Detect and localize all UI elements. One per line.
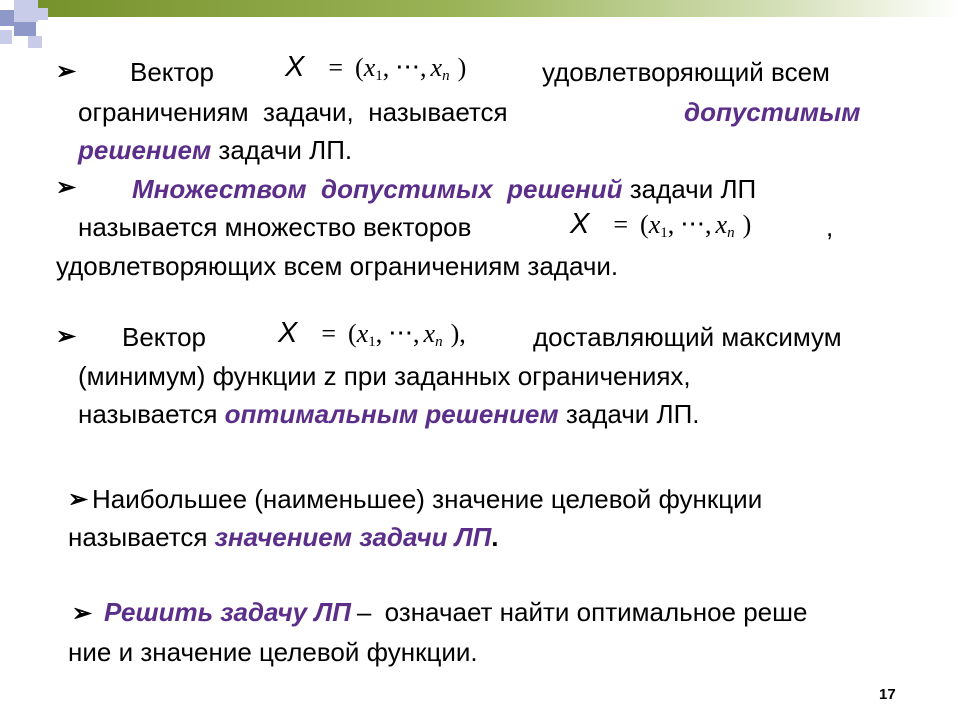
- p1-line1-rest: удовлетворяющий всем: [542, 57, 830, 87]
- p2-line1: Множеством допустимых решений задачи ЛП: [132, 174, 757, 204]
- p5-line2: ние и значение целевой функции.: [68, 637, 478, 667]
- p3-line2: (минимум) функции z при заданных ограничениях,: [78, 361, 691, 391]
- p4-line1: Наибольшее (наименьшее) значение целевой функции: [92, 484, 763, 514]
- bullet-arrow-icon: ➢: [68, 486, 89, 513]
- page-number: 17: [879, 686, 896, 703]
- p2-trailing-comma: ,: [826, 212, 834, 242]
- bullet-arrow-icon: ➢: [72, 600, 93, 627]
- p3-word: Вектор: [122, 322, 207, 352]
- p2-vector-formula: $X = (x_1$, ⋅⋅⋅, $x_n$ ): [570, 208, 752, 241]
- p3-vector-formula: $X = (x_1$, ⋅⋅⋅, $x_n$ ),: [278, 317, 466, 350]
- bullet-arrow-icon: ➢: [56, 58, 77, 85]
- p4-line2: называется значением задачи ЛП.: [68, 522, 499, 552]
- p3-line3: называется оптимальным решением задачи ЛП.: [78, 399, 700, 429]
- p1-term-admissible: допустимым: [684, 97, 861, 127]
- bullet-arrow-icon: ➢: [56, 323, 77, 350]
- p2-line3: удовлетворяющих всем ограничениям задачи.: [56, 251, 619, 281]
- header-bar: [38, 0, 960, 17]
- p1-line2: ограничениям задачи, называется: [78, 97, 508, 127]
- p2-line2: называется множество векторов: [78, 212, 472, 242]
- p1-word: Вектор: [130, 57, 215, 87]
- p5-line1: Решить задачу ЛП – означает найти оптимальное реше: [104, 597, 808, 627]
- bullet-arrow-icon: ➢: [56, 174, 77, 201]
- p1-vector-formula: $X = (x_1$, ⋅⋅⋅, $x_n$ ): [285, 51, 467, 84]
- p3-line1-rest: доставляющий максимум: [533, 322, 842, 352]
- p1-line3: решением задачи ЛП.: [78, 135, 353, 165]
